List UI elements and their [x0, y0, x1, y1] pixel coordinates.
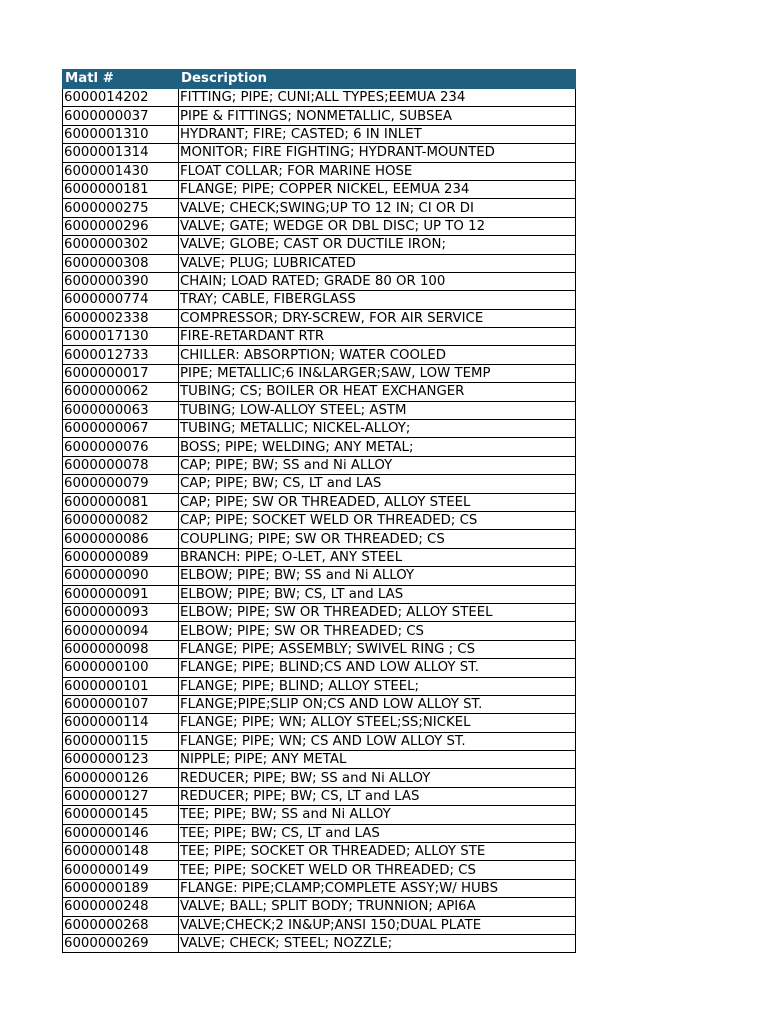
description-cell: CHILLER: ABSORPTION; WATER COOLED — [179, 346, 576, 364]
description-cell: ELBOW; PIPE; SW OR THREADED; CS — [179, 622, 576, 640]
table-row — [63, 879, 576, 897]
matl-number-cell: 6000000115 — [63, 732, 179, 750]
table-row — [63, 769, 576, 787]
table-row — [63, 806, 576, 824]
description-cell: CHAIN; LOAD RATED; GRADE 80 OR 100 — [179, 272, 576, 290]
description-cell: ELBOW; PIPE; SW OR THREADED; ALLOY STEEL — [179, 603, 576, 621]
table-row — [63, 898, 576, 916]
table-row — [63, 199, 576, 217]
matl-number-cell: 6000000091 — [63, 585, 179, 603]
matl-number-cell: 6000000148 — [63, 843, 179, 861]
matl-number-cell: 6000000107 — [63, 695, 179, 713]
table-row — [63, 125, 576, 143]
matl-number-cell: 6000000248 — [63, 898, 179, 916]
matl-number-cell: 6000000063 — [63, 401, 179, 419]
description-cell: NIPPLE; PIPE; ANY METAL — [179, 751, 576, 769]
description-cell: HYDRANT; FIRE; CASTED; 6 IN INLET — [179, 125, 576, 143]
description-cell: VALVE; GLOBE; CAST OR DUCTILE IRON; — [179, 236, 576, 254]
description-cell: FLANGE; PIPE; COPPER NICKEL, EEMUA 234 — [179, 180, 576, 198]
matl-number-cell: 6000017130 — [63, 328, 179, 346]
description-cell: VALVE; BALL; SPLIT BODY; TRUNNION; API6A — [179, 898, 576, 916]
description-cell: BOSS; PIPE; WELDING; ANY METAL; — [179, 438, 576, 456]
table-row — [63, 787, 576, 805]
matl-number-cell: 6000000062 — [63, 383, 179, 401]
matl-number-cell: 6000000098 — [63, 640, 179, 658]
description-cell: COUPLING; PIPE; SW OR THREADED; CS — [179, 530, 576, 548]
table-row — [63, 548, 576, 566]
table-row — [63, 603, 576, 621]
table-row — [63, 585, 576, 603]
matl-number-cell: 6000000390 — [63, 272, 179, 290]
matl-number-cell: 6000014202 — [63, 89, 179, 107]
matl-number-cell: 6000000126 — [63, 769, 179, 787]
table-row — [63, 420, 576, 438]
description-cell: FLANGE; PIPE; WN; ALLOY STEEL;SS;NICKEL — [179, 714, 576, 732]
table-row — [63, 383, 576, 401]
table-row — [63, 401, 576, 419]
matl-number-cell: 6000000082 — [63, 511, 179, 529]
description-cell: VALVE; CHECK; STEEL; NOZZLE; — [179, 934, 576, 952]
table-row — [63, 640, 576, 658]
description-cell: TEE; PIPE; SOCKET OR THREADED; ALLOY STE — [179, 843, 576, 861]
description-cell: PIPE; METALLIC;6 IN&LARGER;SAW, LOW TEMP — [179, 364, 576, 382]
description-cell: TUBING; CS; BOILER OR HEAT EXCHANGER — [179, 383, 576, 401]
matl-number-cell: 6000000181 — [63, 180, 179, 198]
matl-number-cell: 6000000076 — [63, 438, 179, 456]
matl-number-cell: 6000001430 — [63, 162, 179, 180]
description-cell: FLANGE;PIPE;SLIP ON;CS AND LOW ALLOY ST. — [179, 695, 576, 713]
matl-number-cell: 6000000067 — [63, 420, 179, 438]
description-cell: CAP; PIPE; BW; SS and Ni ALLOY — [179, 456, 576, 474]
table-body — [63, 89, 576, 953]
matl-number-cell: 6000000089 — [63, 548, 179, 566]
table-row — [63, 567, 576, 585]
matl-number-cell: 6000000090 — [63, 567, 179, 585]
table-row — [63, 916, 576, 934]
matl-number-cell: 6000000774 — [63, 291, 179, 309]
description-cell: FLOAT COLLAR; FOR MARINE HOSE — [179, 162, 576, 180]
description-cell: CAP; PIPE; BW; CS, LT and LAS — [179, 475, 576, 493]
matl-number-cell: 6000000094 — [63, 622, 179, 640]
table-row — [63, 346, 576, 364]
table-row — [63, 328, 576, 346]
matl-number-cell: 6000000296 — [63, 217, 179, 235]
description-cell: FLANGE; PIPE; WN; CS AND LOW ALLOY ST. — [179, 732, 576, 750]
matl-number-cell: 6000002338 — [63, 309, 179, 327]
table-row — [63, 861, 576, 879]
description-cell: ELBOW; PIPE; BW; CS, LT and LAS — [179, 585, 576, 603]
table-row — [63, 254, 576, 272]
matl-number-cell: 6000000308 — [63, 254, 179, 272]
matl-number-cell: 6000000149 — [63, 861, 179, 879]
table-row — [63, 217, 576, 235]
description-cell: FLANGE: PIPE;CLAMP;COMPLETE ASSY;W/ HUBS — [179, 879, 576, 897]
matl-number-cell: 6000000268 — [63, 916, 179, 934]
matl-number-cell: 6000000101 — [63, 677, 179, 695]
description-cell: REDUCER; PIPE; BW; SS and Ni ALLOY — [179, 769, 576, 787]
table-row — [63, 732, 576, 750]
table-row — [63, 475, 576, 493]
description-cell: TUBING; METALLIC; NICKEL-ALLOY; — [179, 420, 576, 438]
description-cell: ELBOW; PIPE; BW; SS and Ni ALLOY — [179, 567, 576, 585]
description-cell: TUBING; LOW-ALLOY STEEL; ASTM — [179, 401, 576, 419]
matl-number-cell: 6000000189 — [63, 879, 179, 897]
matl-number-cell: 6000000037 — [63, 107, 179, 125]
description-cell: REDUCER; PIPE; BW; CS, LT and LAS — [179, 787, 576, 805]
table-row — [63, 162, 576, 180]
description-cell: VALVE; GATE; WEDGE OR DBL DISC; UP TO 12 — [179, 217, 576, 235]
materials-table — [62, 69, 576, 953]
matl-number-cell: 6000000114 — [63, 714, 179, 732]
matl-number-cell: 6000000017 — [63, 364, 179, 382]
table-row — [63, 511, 576, 529]
matl-number-cell: 6000000123 — [63, 751, 179, 769]
matl-number-cell: 6000001310 — [63, 125, 179, 143]
column-header-description: Description — [179, 70, 576, 89]
matl-number-cell: 6000000081 — [63, 493, 179, 511]
matl-number-cell: 6000000275 — [63, 199, 179, 217]
matl-number-cell: 6000000100 — [63, 659, 179, 677]
description-cell: BRANCH: PIPE; O-LET, ANY STEEL — [179, 548, 576, 566]
table-row — [63, 144, 576, 162]
description-cell: TEE; PIPE; BW; SS and Ni ALLOY — [179, 806, 576, 824]
matl-number-cell: 6000000269 — [63, 934, 179, 952]
table-row — [63, 456, 576, 474]
table-row — [63, 622, 576, 640]
description-cell: VALVE;CHECK;2 IN&UP;ANSI 150;DUAL PLATE — [179, 916, 576, 934]
table-row — [63, 364, 576, 382]
description-cell: TEE; PIPE; BW; CS, LT and LAS — [179, 824, 576, 842]
table-row — [63, 530, 576, 548]
description-cell: VALVE; CHECK;SWING;UP TO 12 IN; CI OR DI — [179, 199, 576, 217]
matl-number-cell: 6000000302 — [63, 236, 179, 254]
matl-number-cell: 6000001314 — [63, 144, 179, 162]
table-row — [63, 677, 576, 695]
header-row — [63, 70, 576, 89]
description-cell: FITTING; PIPE; CUNI;ALL TYPES;EEMUA 234 — [179, 89, 576, 107]
column-header-matl-number: Matl # — [63, 70, 179, 89]
table-row — [63, 751, 576, 769]
matl-number-cell: 6000000079 — [63, 475, 179, 493]
table-row — [63, 291, 576, 309]
description-cell: FLANGE; PIPE; ASSEMBLY; SWIVEL RING ; CS — [179, 640, 576, 658]
description-cell: TEE; PIPE; SOCKET WELD OR THREADED; CS — [179, 861, 576, 879]
table-row — [63, 934, 576, 952]
description-cell: FLANGE; PIPE; BLIND; ALLOY STEEL; — [179, 677, 576, 695]
description-cell: VALVE; PLUG; LUBRICATED — [179, 254, 576, 272]
table-row — [63, 107, 576, 125]
table-row — [63, 272, 576, 290]
table-row — [63, 236, 576, 254]
table-row — [63, 843, 576, 861]
table-row — [63, 714, 576, 732]
matl-number-cell: 6000000127 — [63, 787, 179, 805]
table-row — [63, 824, 576, 842]
matl-number-cell: 6000000078 — [63, 456, 179, 474]
matl-number-cell: 6000000146 — [63, 824, 179, 842]
table-row — [63, 89, 576, 107]
description-cell: PIPE & FITTINGS; NONMETALLIC, SUBSEA — [179, 107, 576, 125]
description-cell: CAP; PIPE; SOCKET WELD OR THREADED; CS — [179, 511, 576, 529]
description-cell: FIRE-RETARDANT RTR — [179, 328, 576, 346]
table-row — [63, 659, 576, 677]
table-row — [63, 180, 576, 198]
description-cell: FLANGE; PIPE; BLIND;CS AND LOW ALLOY ST. — [179, 659, 576, 677]
table-row — [63, 695, 576, 713]
matl-number-cell: 6000000086 — [63, 530, 179, 548]
description-cell: CAP; PIPE; SW OR THREADED, ALLOY STEEL — [179, 493, 576, 511]
table-row — [63, 438, 576, 456]
matl-number-cell: 6000000145 — [63, 806, 179, 824]
description-cell: TRAY; CABLE, FIBERGLASS — [179, 291, 576, 309]
table-row — [63, 309, 576, 327]
description-cell: MONITOR; FIRE FIGHTING; HYDRANT-MOUNTED — [179, 144, 576, 162]
table-row — [63, 493, 576, 511]
description-cell: COMPRESSOR; DRY-SCREW, FOR AIR SERVICE — [179, 309, 576, 327]
matl-number-cell: 6000012733 — [63, 346, 179, 364]
matl-number-cell: 6000000093 — [63, 603, 179, 621]
